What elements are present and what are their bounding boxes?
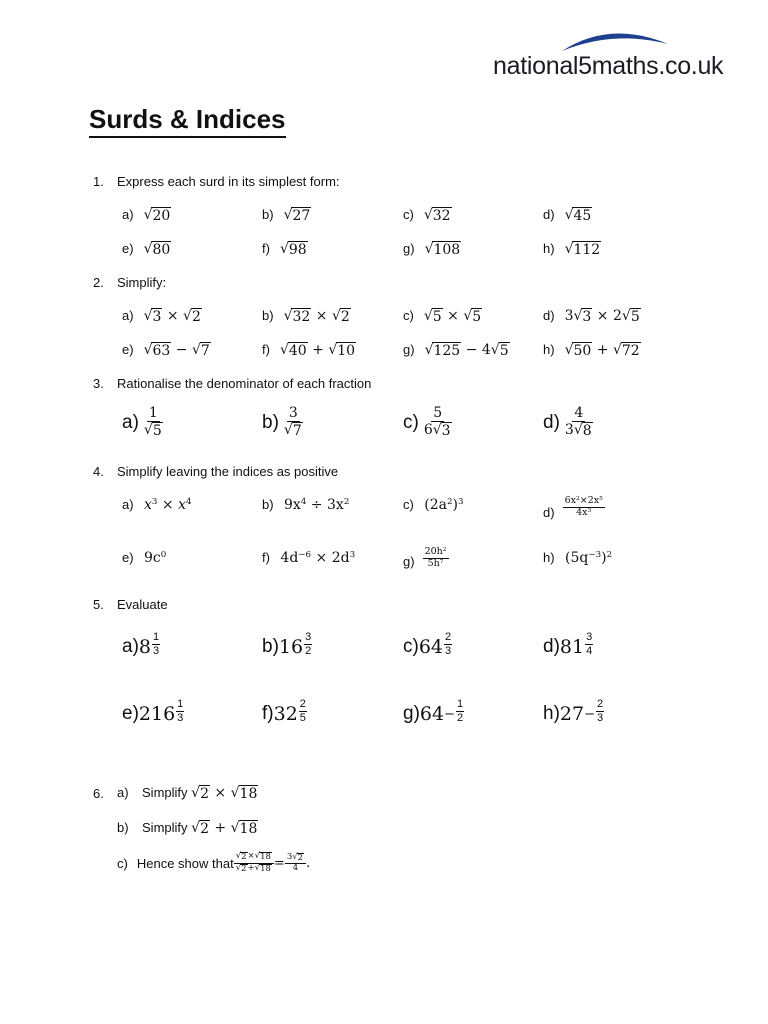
q2-item-d [543, 307, 641, 325]
q4-item-d: d) $\frac{6x^2\times 2x^5}{4x^3}$ [543, 495, 603, 520]
item-label: c) [403, 636, 419, 657]
q5-item-f [262, 698, 307, 725]
square-root [491, 342, 510, 359]
q3-item-b [262, 406, 305, 439]
fraction: √ 2 × √ 18 √ 2 + √ 18 [234, 852, 274, 875]
exponent-denominator: 2 [457, 711, 464, 724]
square-root [565, 342, 593, 359]
square-root [425, 241, 462, 258]
radical-sign: √ [612, 342, 622, 358]
q3-item-a [122, 406, 165, 439]
item-label: a) [122, 308, 134, 323]
square-root [424, 308, 443, 325]
base: 16 [278, 636, 304, 658]
item-label: f) [262, 241, 270, 256]
radicand: 3 [152, 309, 162, 325]
exponent-denominator: 3 [153, 644, 160, 657]
exponent-denominator: 4 [586, 644, 593, 657]
fractional-exponent [444, 632, 452, 657]
square-root [463, 308, 482, 325]
square-root [424, 207, 452, 224]
square-root [433, 422, 452, 439]
item-label: g) [403, 342, 415, 357]
square-root [183, 308, 202, 325]
radicand: 32 [292, 309, 311, 325]
square-root [573, 308, 592, 325]
exponent-numerator: 1 [457, 698, 464, 710]
square-root [328, 342, 356, 359]
square-root [144, 207, 172, 224]
square-root [284, 207, 312, 224]
radical-sign: √ [424, 241, 434, 257]
radical-sign: √ [331, 308, 341, 324]
radicand: 7 [200, 343, 210, 359]
q1-item-a [122, 206, 171, 224]
radical-sign: √ [423, 207, 433, 223]
fractional-exponent [152, 632, 160, 657]
fraction [563, 406, 595, 439]
radicand: 32 [432, 208, 451, 224]
radical-sign: √ [328, 342, 338, 358]
expression [565, 241, 602, 257]
fraction: 3 √ 2 4 [285, 853, 306, 875]
square-root [284, 308, 312, 325]
item-label: a) [122, 411, 139, 433]
q2-text: Simplify: [117, 275, 167, 290]
q4-item-c: c) $(2a^2)^3$ [403, 497, 464, 513]
exponent-numerator: 2 [445, 631, 452, 643]
item-label: c) [403, 411, 419, 433]
expression [144, 241, 172, 257]
square-root [280, 241, 308, 258]
item-label: f) [262, 703, 274, 724]
q6-item-b: b) Simplify √ 2 + √ 18 [117, 820, 258, 837]
item-label: b) [262, 308, 274, 323]
radicand: 10 [337, 343, 356, 359]
square-root [622, 308, 641, 325]
radical-sign: √ [490, 342, 500, 358]
square-root [332, 308, 351, 325]
radicand: 5 [432, 309, 442, 325]
exponent-denominator: 3 [177, 711, 184, 724]
expression: √ 32 × √ 2 [283, 308, 350, 325]
item-label: d) [543, 207, 555, 222]
q1-item-c [403, 206, 452, 224]
q3-item-d [543, 406, 595, 439]
expression [280, 241, 308, 257]
radicand: 45 [573, 208, 592, 224]
radical-sign: √ [621, 308, 631, 324]
q5-item-h [543, 698, 604, 725]
site-logo-text[interactable]: national5maths.co.uk [493, 52, 724, 80]
radicand: 5 [630, 309, 640, 325]
negative-sign: − [444, 707, 455, 722]
radicand: 3 [441, 423, 451, 440]
radicand: 5 [152, 423, 162, 440]
radical-sign: √ [283, 207, 293, 223]
radicand: 80 [152, 242, 171, 258]
item-label: h) [543, 241, 555, 256]
q6-item-a: a) Simplify √ 2 × √ 18 [117, 785, 258, 802]
q1-item-f [262, 240, 308, 258]
item-label: b) [262, 636, 279, 657]
item-label: d) [543, 411, 560, 433]
q1-item-b [262, 206, 311, 224]
denominator [282, 422, 305, 439]
item-label: e) [122, 703, 139, 724]
base: 27 [559, 703, 585, 725]
square-root [144, 422, 163, 439]
radical-sign: √ [183, 308, 192, 324]
q2-item-a [122, 307, 202, 325]
square-root [425, 342, 462, 359]
q3-item-c [403, 406, 454, 439]
q5-text: Evaluate [117, 597, 168, 612]
radical-sign: √ [143, 422, 153, 439]
q5-item-g [403, 698, 464, 725]
fractional-exponent [585, 632, 593, 657]
radical-sign: √ [283, 422, 293, 439]
radicand: 112 [573, 242, 601, 258]
radicand: 7 [292, 423, 302, 440]
item-label: a) [122, 636, 139, 657]
square-root [284, 422, 303, 439]
q2-item-b [262, 307, 351, 325]
radical-sign: √ [573, 308, 583, 324]
base: 64 [418, 636, 444, 658]
square-root [565, 207, 593, 224]
exponent-denominator: 5 [299, 711, 306, 724]
radical-sign: √ [279, 342, 289, 358]
radicand: 2 [340, 309, 350, 325]
expression: √ 50 + √ 72 [564, 342, 640, 359]
q4-item-a: a) $x^3 \times x^4$ [122, 497, 192, 513]
fractional-exponent [456, 699, 464, 724]
expression: √ 125 − 4 √ 5 [424, 342, 509, 359]
radical-sign: √ [424, 342, 434, 358]
numerator: 3 [288, 405, 298, 421]
item-label: f) [262, 342, 270, 357]
square-root [144, 342, 172, 359]
base: 32 [273, 703, 298, 725]
q5-item-a [122, 631, 160, 658]
expression: √ 63 − √ 7 [143, 342, 210, 359]
base: 216 [138, 703, 176, 725]
fraction [142, 406, 165, 439]
q6-number: 6. [93, 786, 104, 801]
fractional-exponent [304, 632, 312, 657]
item-label: e) [122, 241, 134, 256]
radicand: 125 [433, 343, 461, 359]
radicand: 63 [152, 343, 171, 359]
item-label: g) [403, 241, 415, 256]
exponent-numerator: 3 [586, 631, 593, 643]
q2-item-g [403, 341, 510, 359]
expression [565, 207, 593, 223]
square-root [144, 308, 163, 325]
exponent-numerator: 3 [305, 631, 312, 643]
square-root [565, 241, 602, 258]
q6-item-c: c) Hence show that √ 2 × √ 18 √ 2 + √ 18 = 3 √ 2 4 . [117, 851, 311, 874]
q1-text: Express each surd in its simplest form: [117, 174, 340, 189]
negative-sign: − [584, 707, 595, 722]
expression: √ 40 + √ 10 [279, 342, 356, 359]
exponent-numerator: 1 [153, 631, 160, 643]
radicand: 98 [288, 242, 307, 258]
radicand: 50 [573, 343, 592, 359]
item-label: c) [403, 308, 414, 323]
q5-item-e [122, 698, 184, 725]
exponent-denominator: 3 [445, 644, 452, 657]
q4-number: 4. [93, 464, 104, 479]
base: 81 [559, 636, 585, 658]
expression [284, 207, 312, 223]
q1-item-e [122, 240, 171, 258]
q5-number: 5. [93, 597, 104, 612]
item-label: d) [543, 308, 555, 323]
radicand: 27 [292, 208, 311, 224]
fractional-exponent [596, 699, 604, 724]
radical-sign: √ [279, 241, 289, 257]
item-label: b) [262, 411, 279, 433]
fraction [282, 406, 305, 439]
radical-sign: √ [564, 342, 574, 358]
q2-number: 2. [93, 275, 104, 290]
q4-item-e: e) $9c^0$ [122, 550, 167, 566]
expression [425, 241, 462, 257]
numerator: 4 [574, 405, 584, 421]
q1-item-g [403, 240, 461, 258]
q4-item-b: b) $9x^4 \div 3x^2$ [262, 497, 350, 513]
radical-sign: √ [432, 422, 442, 439]
q1-item-h [543, 240, 601, 258]
square-root [574, 422, 593, 439]
fractional-exponent [176, 699, 184, 724]
q1-item-d [543, 206, 592, 224]
q5-item-b [262, 631, 312, 658]
q5-item-c [403, 631, 452, 658]
q4-item-f: f) $4d^{-6} \times 2d^3$ [262, 550, 356, 566]
denominator: 6 √ 3 [423, 422, 451, 440]
fraction: $\frac{20h^2}{5h^7}$ [424, 546, 447, 569]
q1-number: 1. [93, 174, 104, 189]
q5-item-d [543, 631, 593, 658]
radicand: 8 [582, 423, 592, 440]
expression [424, 207, 452, 223]
radical-sign: √ [283, 308, 293, 324]
item-label: e) [122, 342, 134, 357]
logo-swoosh-icon [560, 26, 672, 54]
page-title: Surds & Indices [89, 103, 286, 138]
numerator: 1 [148, 405, 158, 421]
radical-sign: √ [191, 342, 201, 358]
exponent-numerator: 1 [177, 698, 184, 710]
radical-sign: √ [143, 207, 153, 223]
item-label: g) [403, 703, 420, 724]
expression: 3 √ 3 × 2 √ 5 [564, 308, 640, 325]
radicand: 108 [433, 242, 461, 258]
radicand: 3 [582, 309, 592, 325]
expression: √ 5 × √ 5 [423, 308, 482, 325]
square-root [192, 342, 211, 359]
q2-item-f [262, 341, 356, 359]
item-label: a) [122, 207, 134, 222]
exponent-numerator: 2 [299, 698, 306, 710]
expression [144, 207, 172, 223]
exponent-denominator: 3 [597, 711, 604, 724]
item-label: d) [543, 636, 560, 657]
square-root [613, 342, 641, 359]
fractional-exponent [299, 699, 307, 724]
q4-text: Simplify leaving the indices as positive [117, 464, 339, 479]
numerator: 5 [433, 405, 443, 421]
item-label: h) [543, 342, 555, 357]
square-root [280, 342, 308, 359]
base: 64 [419, 703, 445, 725]
item-label: h) [543, 703, 560, 724]
denominator: 3 √ 8 [564, 422, 592, 440]
radical-sign: √ [573, 422, 583, 439]
q2-item-h [543, 341, 641, 359]
fraction [422, 406, 454, 439]
exponent-numerator: 2 [597, 698, 604, 710]
radicand: 20 [152, 208, 171, 224]
radicand: 72 [621, 343, 640, 359]
item-label: c) [403, 207, 414, 222]
radical-sign: √ [423, 308, 433, 324]
radicand: 2 [191, 309, 201, 325]
radical-sign: √ [143, 308, 153, 324]
q4-item-h: h) $(5q^{-3})^2$ [543, 550, 613, 566]
radicand: 5 [472, 309, 482, 325]
q4-item-g: g) $\frac{20h^2}{5h^7}$ [403, 546, 447, 569]
q2-item-e [122, 341, 211, 359]
fraction: $\frac{6x^2\times 2x^5}{4x^3}$ [564, 495, 603, 518]
radicand: 40 [288, 343, 307, 359]
item-label: b) [262, 207, 274, 222]
q3-text: Rationalise the denominator of each fraction [117, 376, 372, 391]
radical-sign: √ [564, 241, 574, 257]
radical-sign: √ [143, 342, 153, 358]
radicand: 5 [499, 343, 509, 359]
square-root [144, 241, 172, 258]
radical-sign: √ [564, 207, 574, 223]
q2-item-c [403, 307, 482, 325]
expression: √ 3 × √ 2 [143, 308, 201, 325]
radical-sign: √ [143, 241, 153, 257]
q3-number: 3. [93, 376, 104, 391]
exponent-denominator: 2 [305, 644, 312, 657]
radical-sign: √ [463, 308, 473, 324]
base: 8 [138, 636, 151, 658]
denominator [142, 422, 165, 439]
